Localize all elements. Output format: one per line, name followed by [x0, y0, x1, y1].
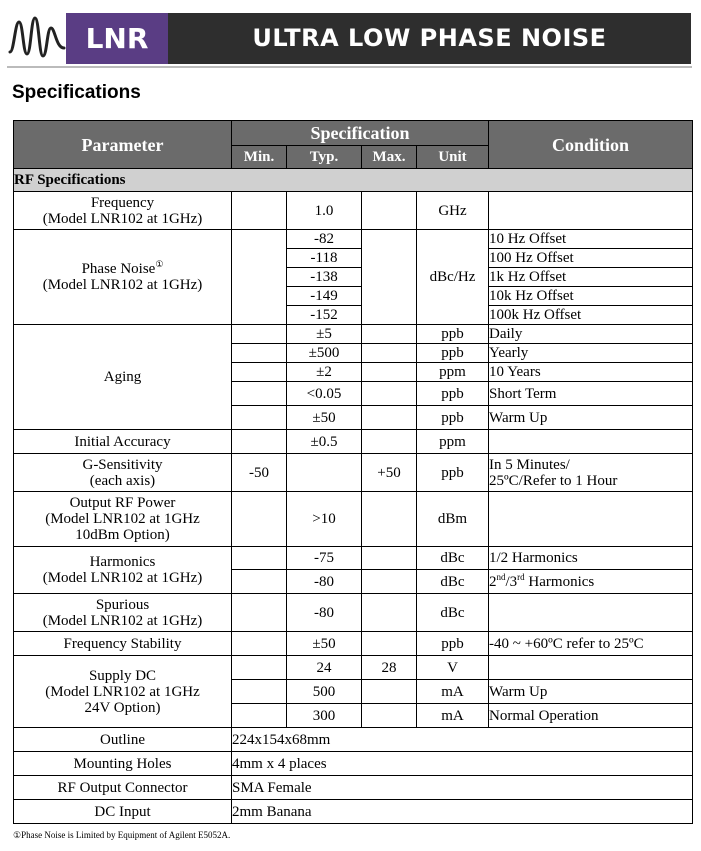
- typ-value: -138: [287, 268, 362, 287]
- condition-value: 2nd/3rd Harmonics: [489, 570, 693, 594]
- unit-value: ppb: [417, 344, 489, 363]
- max-value: +50: [362, 454, 417, 492]
- typ-value: -152: [287, 306, 362, 325]
- typ-value: 500: [287, 680, 362, 704]
- unit-value: ppb: [417, 454, 489, 492]
- param-outline: Outline: [14, 728, 232, 752]
- condition-value: In 5 Minutes/ 25ºC/Refer to 1 Hour: [489, 454, 693, 492]
- typ-value: ±500: [287, 344, 362, 363]
- header-divider: [7, 66, 692, 68]
- param-mounting-holes: Mounting Holes: [14, 752, 232, 776]
- header-max: Max.: [362, 146, 417, 169]
- banner-title: ULTRA LOW PHASE NOISE REFERENCE: [168, 13, 691, 64]
- typ-value: ±2: [287, 363, 362, 382]
- table-row: [14, 800, 693, 824]
- waveform-logo-icon: [8, 14, 68, 62]
- condition-value: Normal Operation: [489, 704, 693, 728]
- param-rf-output-connector: RF Output Connector: [14, 776, 232, 800]
- typ-value: 1.0: [287, 192, 362, 230]
- typ-value: ±50: [287, 406, 362, 430]
- header-min: Min.: [232, 146, 287, 169]
- section-title: Specifications: [12, 82, 141, 103]
- min-value: -50: [232, 454, 287, 492]
- table-row: [14, 594, 693, 632]
- header-parameter: Parameter: [14, 121, 232, 169]
- table-row: [14, 632, 693, 656]
- condition-value: Warm Up: [489, 406, 693, 430]
- table-row: [14, 752, 693, 776]
- typ-value: -149: [287, 287, 362, 306]
- condition-value: Yearly: [489, 344, 693, 363]
- condition-value: -40 ~ +60ºC refer to 25ºC: [489, 632, 693, 656]
- typ-value: 300: [287, 704, 362, 728]
- outline-value: 224x154x68mm: [232, 728, 693, 752]
- condition-value: Warm Up: [489, 680, 693, 704]
- typ-value: -75: [287, 547, 362, 570]
- unit-value: V: [417, 656, 489, 680]
- param-g-sensitivity: G-Sensitivity (each axis): [14, 454, 232, 492]
- unit-value: ppm: [417, 363, 489, 382]
- category-row: [14, 169, 693, 192]
- unit-value: ppb: [417, 632, 489, 656]
- unit-value: ppm: [417, 430, 489, 454]
- condition-value: 1/2 Harmonics: [489, 547, 693, 570]
- header-typ: Typ.: [287, 146, 362, 169]
- table-row: [14, 492, 693, 547]
- dc-input-value: 2mm Banana: [232, 800, 693, 824]
- typ-value: ±50: [287, 632, 362, 656]
- condition-value: 10 Years: [489, 363, 693, 382]
- table-row: [14, 430, 693, 454]
- table-row: [14, 325, 693, 344]
- header-unit: Unit: [417, 146, 489, 169]
- unit-value: dBc/Hz: [417, 230, 489, 325]
- condition-value: 100 Hz Offset: [489, 249, 693, 268]
- unit-value: dBc: [417, 570, 489, 594]
- rf-output-connector-value: SMA Female: [232, 776, 693, 800]
- table-header-row: [14, 121, 693, 146]
- param-frequency: Frequency (Model LNR102 at 1GHz): [14, 192, 232, 230]
- table-row: [14, 192, 693, 230]
- footnote: ①Phase Noise is Limited by Equipment of Agilent E5052A.: [13, 830, 231, 840]
- param-frequency-stability: Frequency Stability: [14, 632, 232, 656]
- condition-value: 10k Hz Offset: [489, 287, 693, 306]
- typ-value: <0.05: [287, 382, 362, 406]
- condition-value: Daily: [489, 325, 693, 344]
- typ-value: ±0.5: [287, 430, 362, 454]
- table-row: [14, 656, 693, 680]
- unit-value: ppb: [417, 406, 489, 430]
- unit-value: dBc: [417, 547, 489, 570]
- unit-value: ppb: [417, 325, 489, 344]
- param-output-rf-power: Output RF Power (Model LNR102 at 1GHz 10dBm Option): [14, 492, 232, 547]
- table-row: [14, 230, 693, 249]
- table-row: [14, 454, 693, 492]
- unit-value: ppb: [417, 382, 489, 406]
- table-row: [14, 776, 693, 800]
- table-row: [14, 547, 693, 570]
- category-rf-specifications: RF Specifications: [14, 169, 693, 192]
- param-phase-noise: Phase Noise① (Model LNR102 at 1GHz): [14, 230, 232, 325]
- typ-value: -82: [287, 230, 362, 249]
- param-initial-accuracy: Initial Accuracy: [14, 430, 232, 454]
- specifications-table: [13, 120, 693, 824]
- condition-value: 100k Hz Offset: [489, 306, 693, 325]
- unit-value: mA: [417, 704, 489, 728]
- condition-value: 10 Hz Offset: [489, 230, 693, 249]
- param-harmonics: Harmonics (Model LNR102 at 1GHz): [14, 547, 232, 594]
- typ-value: -118: [287, 249, 362, 268]
- unit-value: mA: [417, 680, 489, 704]
- logo-text: LNR: [66, 13, 168, 64]
- typ-value: >10: [287, 492, 362, 547]
- typ-value: -80: [287, 594, 362, 632]
- typ-value: ±5: [287, 325, 362, 344]
- param-aging: Aging: [14, 325, 232, 430]
- typ-value: -80: [287, 570, 362, 594]
- header-condition: Condition: [489, 121, 693, 169]
- unit-value: dBc: [417, 594, 489, 632]
- typ-value: 24: [287, 656, 362, 680]
- mounting-holes-value: 4mm x 4 places: [232, 752, 693, 776]
- header-specification: Specification: [232, 121, 489, 146]
- unit-value: dBm: [417, 492, 489, 547]
- condition-value: Short Term: [489, 382, 693, 406]
- param-supply-dc: Supply DC (Model LNR102 at 1GHz 24V Option): [14, 656, 232, 728]
- max-value: 28: [362, 656, 417, 680]
- unit-value: GHz: [417, 192, 489, 230]
- table-row: [14, 728, 693, 752]
- param-dc-input: DC Input: [14, 800, 232, 824]
- condition-value: 1k Hz Offset: [489, 268, 693, 287]
- condition-value: [489, 656, 693, 680]
- param-spurious: Spurious (Model LNR102 at 1GHz): [14, 594, 232, 632]
